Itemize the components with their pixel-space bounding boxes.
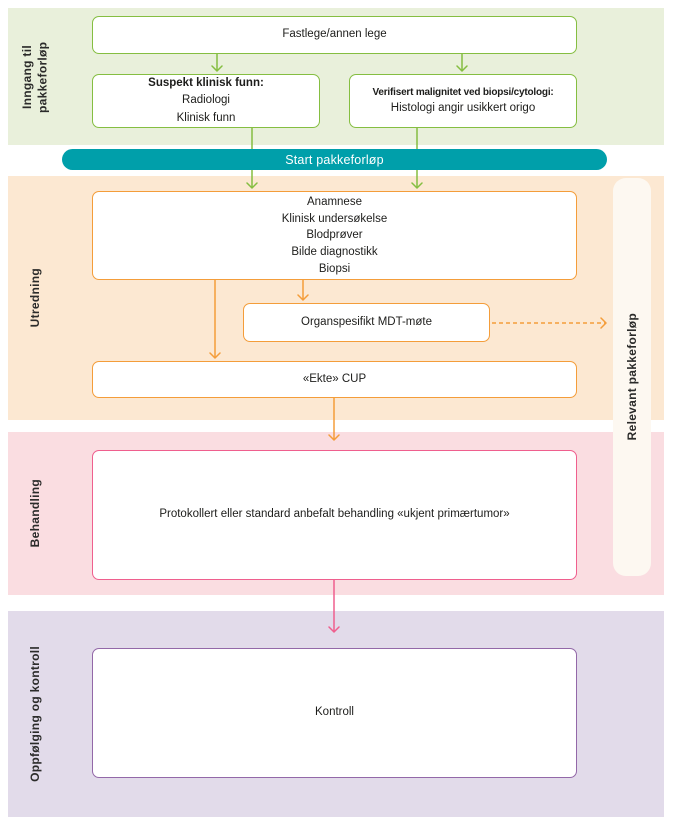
box-ekte-cup — [92, 361, 577, 398]
box-behandling-text: Protokollert eller standard anbefalt behandling «ukjent primærtumor» — [159, 508, 510, 521]
box-kontroll — [92, 648, 577, 778]
box-organspesifikt-mdt-mote — [243, 303, 490, 342]
box-utredning-line: Klinisk undersøkelse — [281, 212, 388, 225]
box-suspekt-line: Radiologi — [182, 94, 230, 107]
start-pakkeforlop-label: Start pakkeforløp — [285, 152, 384, 167]
stage-label-behandling-text: Behandling — [28, 479, 43, 548]
stage-label-inngang-text: Inngang til pakkeforløp — [20, 40, 50, 113]
stage-label-utredning-text: Utredning — [28, 268, 43, 328]
stage-label-oppfolging-text: Oppfølging og kontroll — [28, 646, 43, 782]
box-fastlege — [92, 16, 577, 54]
box-fastlege-text: Fastlege/annen lege — [282, 28, 387, 41]
stage-label-utredning — [8, 176, 64, 420]
box-utredning-line: Blodprøver — [306, 229, 363, 242]
box-suspekt-line: Klinisk funn — [176, 111, 236, 124]
box-utredning-line: Biopsi — [318, 262, 351, 275]
box-kontroll-text: Kontroll — [315, 706, 354, 719]
relevant-pakkeforlop-panel — [613, 178, 651, 576]
stage-label-behandling — [8, 432, 64, 595]
box-cup-text: «Ekte» CUP — [302, 372, 367, 385]
box-verifisert-malignitet — [349, 74, 577, 128]
box-suspekt-title: Suspekt klinisk funn: — [148, 77, 264, 90]
box-verifisert-line: Histologi angir usikkert origo — [390, 101, 536, 114]
box-verifisert-title: Verifisert malignitet ved biopsi/cytologi: — [372, 86, 554, 98]
box-behandling — [92, 450, 577, 580]
box-mdt-text: Organspesifikt MDT-møte — [301, 315, 432, 328]
box-suspekt-klinisk-funn — [92, 74, 320, 128]
box-utredning-tiltak — [92, 191, 577, 280]
stage-label-inngang — [8, 8, 64, 145]
stage-label-oppfolging — [8, 611, 64, 817]
start-pakkeforlop-bar — [62, 149, 607, 170]
box-utredning-line: Anamnese — [307, 195, 362, 208]
box-utredning-line: Bilde diagnostikk — [291, 245, 378, 258]
relevant-pakkeforlop-label: Relevant pakkeforløp — [625, 313, 639, 441]
